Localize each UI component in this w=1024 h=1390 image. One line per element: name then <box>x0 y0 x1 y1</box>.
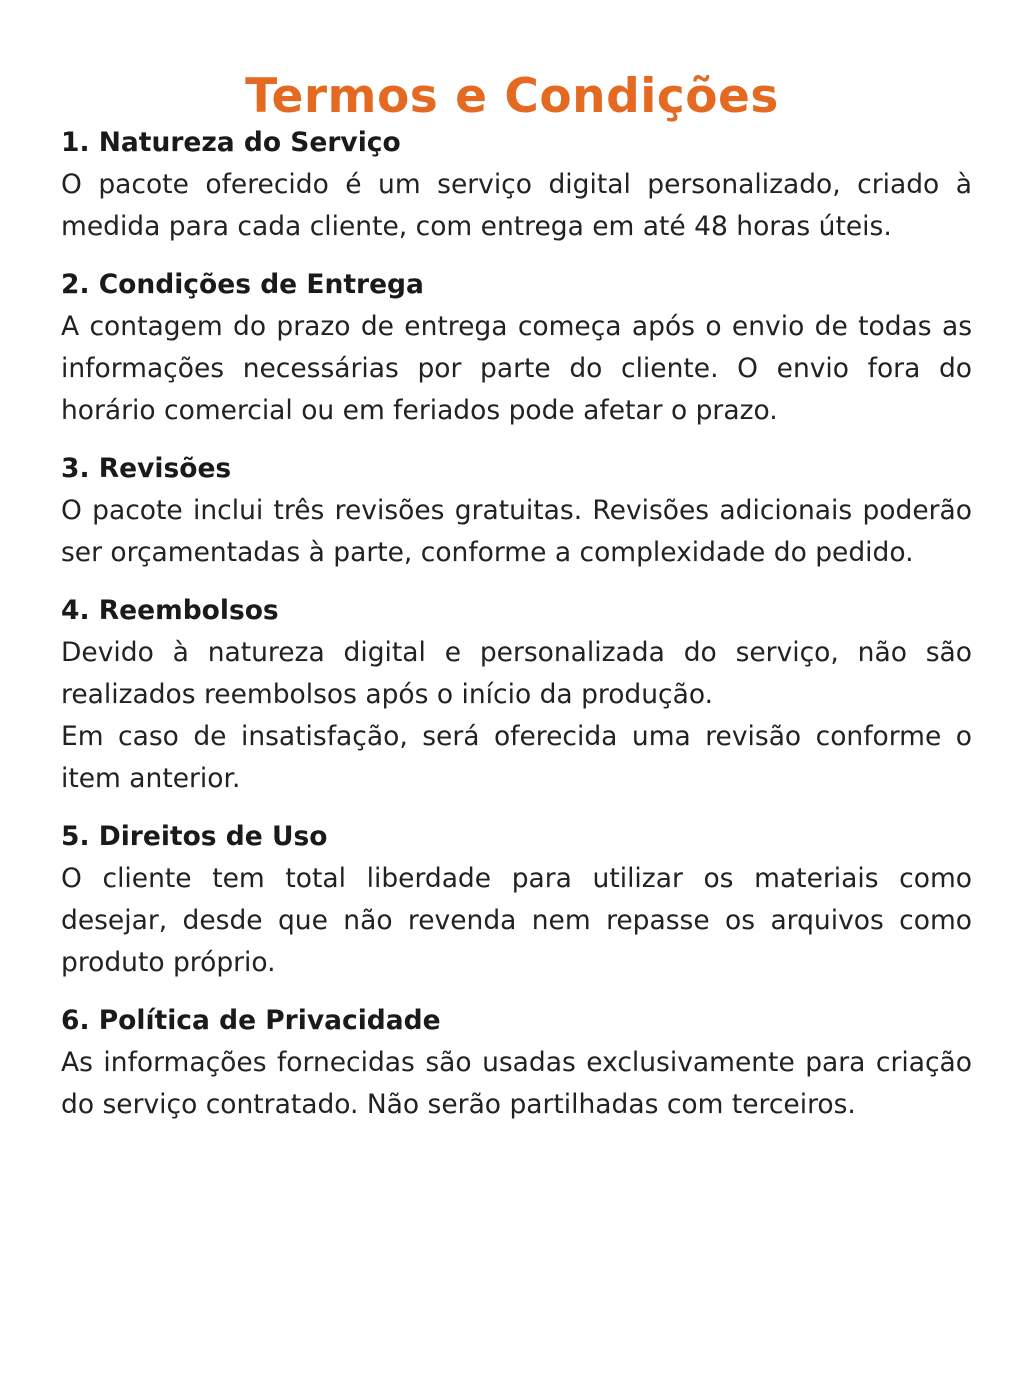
section-privacy-policy <box>61 1000 972 1126</box>
section-heading: 5. Direitos de Uso <box>61 821 328 852</box>
terms-content <box>61 122 972 1142</box>
section-heading: 3. Revisões <box>61 453 232 484</box>
section-refunds <box>61 590 972 800</box>
section-heading: 4. Reembolsos <box>61 595 279 626</box>
section-heading: 6. Política de Privacidade <box>61 1005 441 1036</box>
section-paragraph: O pacote inclui três revisões gratuitas. Revisões adicionais poderão ser orçamentadas à parte, conforme a complexidade do pedido. <box>61 495 972 568</box>
section-paragraph: Em caso de insatisfação, será oferecida uma revisão conforme o item anterior. <box>61 721 972 794</box>
section-paragraph: Devido à natureza digital e personalizada do serviço, não são realizados reembolsos após o início da produção. <box>61 637 972 710</box>
section-heading: 2. Condições de Entrega <box>61 269 424 300</box>
page-title: Termos e Condições <box>245 69 779 125</box>
section-paragraph: O pacote oferecido é um serviço digital personalizado, criado à medida para cada cliente, com entrega em até 48 horas úteis. <box>61 169 972 242</box>
section-heading: 1. Natureza do Serviço <box>61 127 401 158</box>
section-paragraph: A contagem do prazo de entrega começa após o envio de todas as informações necessárias por parte do cliente. O envio fora do horário comercial ou em feriados pode afetar o prazo. <box>61 311 972 426</box>
section-revisions <box>61 448 972 574</box>
section-paragraph: O cliente tem total liberdade para utilizar os materiais como desejar, desde que não revenda nem repasse os arquivos como produto próprio. <box>61 863 972 978</box>
section-usage-rights <box>61 816 972 984</box>
section-service-nature <box>61 122 972 248</box>
section-paragraph: As informações fornecidas são usadas exclusivamente para criação do serviço contratado. Não serão partilhadas com terceiros. <box>61 1047 972 1120</box>
section-delivery-conditions <box>61 264 972 432</box>
